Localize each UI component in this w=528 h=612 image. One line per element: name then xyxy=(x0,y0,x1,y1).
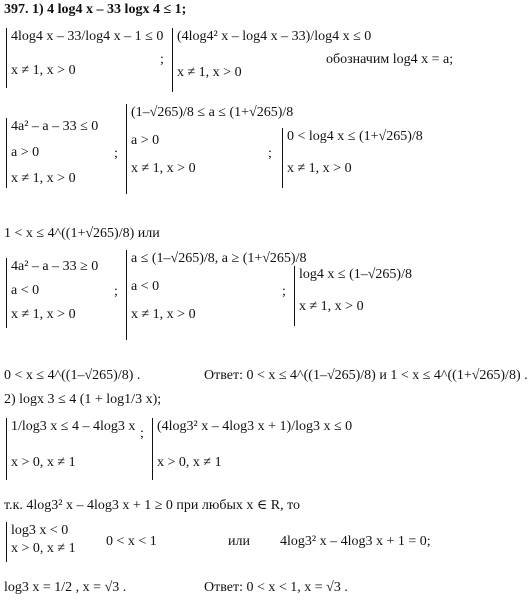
semicolon-6: ; xyxy=(140,426,144,441)
system-s9 xyxy=(6,418,135,480)
system-s3-line1: 4a² – a – 33 ≤ 0 xyxy=(11,119,99,134)
system-s10 xyxy=(152,418,352,480)
system-s7 xyxy=(126,250,307,340)
system-s6-line2: a < 0 xyxy=(11,283,40,298)
system-s10-line2: x > 0, x ≠ 1 xyxy=(157,455,222,470)
system-s2-line2: x ≠ 1, x > 0 xyxy=(177,65,242,80)
system-s4-line2: a > 0 xyxy=(131,133,160,148)
range-result-2: 0 < x ≤ 4^((1–√265)/8) . xyxy=(4,368,141,383)
system-s11-line2: x > 0, x ≠ 1 xyxy=(11,541,76,556)
note-tk: т.к. 4log3² x – 4log3 x + 1 ≥ 0 при любых x ∈ R, то xyxy=(4,498,301,513)
system-s8-line1: log4 x ≤ (1–√265)/8 xyxy=(299,267,412,282)
system-s9-line1: 1/log3 x ≤ 4 – 4log3 x xyxy=(11,419,136,434)
range-result-1: 1 < x ≤ 4^((1+√265)/8) или xyxy=(4,226,160,241)
system-s7-line2: a < 0 xyxy=(131,279,160,294)
system-s7-line1: a ≤ (1–√265)/8, a ≥ (1+√265)/8 xyxy=(131,251,307,266)
range-result-3: 0 < x < 1 xyxy=(106,534,157,549)
system-s2-line1: (4log4² x – log4 x – 33)/log4 x ≤ 0 xyxy=(177,29,372,44)
system-s3-line3: x ≠ 1, x > 0 xyxy=(11,171,76,186)
system-s1-line2: x ≠ 1, x > 0 xyxy=(11,63,76,78)
system-s4-line1: (1–√265)/8 ≤ a ≤ (1+√265)/8 xyxy=(131,105,294,120)
or-word: или xyxy=(228,534,250,549)
system-s5 xyxy=(282,128,423,188)
semicolon-5: ; xyxy=(282,284,286,299)
system-s9-line2: x > 0, x ≠ 1 xyxy=(11,455,76,470)
system-s5-line2: x ≠ 1, x > 0 xyxy=(287,161,352,176)
substitution-note: обозначим log4 x = a; xyxy=(326,52,454,67)
system-s11 xyxy=(6,522,76,562)
solution-2: log3 x = 1/2 , x = √3 . xyxy=(4,580,127,595)
system-s3-line2: a > 0 xyxy=(11,145,40,160)
problem-1-statement: 397. 1) 4 log4 x – 33 logx 4 ≤ 1; xyxy=(4,2,187,17)
semicolon-1: ; xyxy=(160,52,164,67)
semicolon-2: ; xyxy=(114,146,118,161)
semicolon-4: ; xyxy=(114,284,118,299)
answer-2: Ответ: 0 < x < 1, x = √3 . xyxy=(204,580,348,595)
system-s11-line1: log3 x < 0 xyxy=(11,523,69,538)
equation-alt: 4log3² x – 4log3 x + 1 = 0; xyxy=(280,534,431,549)
answer-1: Ответ: 0 < x ≤ 4^((1–√265)/8) и 1 < x ≤ 4^((1+√265)/8) . xyxy=(204,368,528,383)
system-s6-line1: 4a² – a – 33 ≥ 0 xyxy=(11,259,99,274)
system-s8-line2: x ≠ 1, x > 0 xyxy=(299,299,364,314)
system-s5-line1: 0 < log4 x ≤ (1+√265)/8 xyxy=(287,129,423,144)
system-s4-line3: x ≠ 1, x > 0 xyxy=(131,161,196,176)
semicolon-3: ; xyxy=(268,146,272,161)
system-s7-line3: x ≠ 1, x > 0 xyxy=(131,307,196,322)
system-s6-line3: x ≠ 1, x > 0 xyxy=(11,307,76,322)
problem-2-statement: 2) logx 3 ≤ 4 (1 + log1/3 x); xyxy=(4,392,162,407)
system-s8 xyxy=(294,266,412,326)
system-s10-line1: (4log3² x – 4log3 x + 1)/log3 x ≤ 0 xyxy=(157,419,353,434)
system-s1-line1: 4log4 x – 33/log4 x – 1 ≤ 0 xyxy=(11,29,164,44)
system-s1 xyxy=(6,28,163,88)
system-s3 xyxy=(6,118,98,188)
system-s6 xyxy=(6,258,98,328)
